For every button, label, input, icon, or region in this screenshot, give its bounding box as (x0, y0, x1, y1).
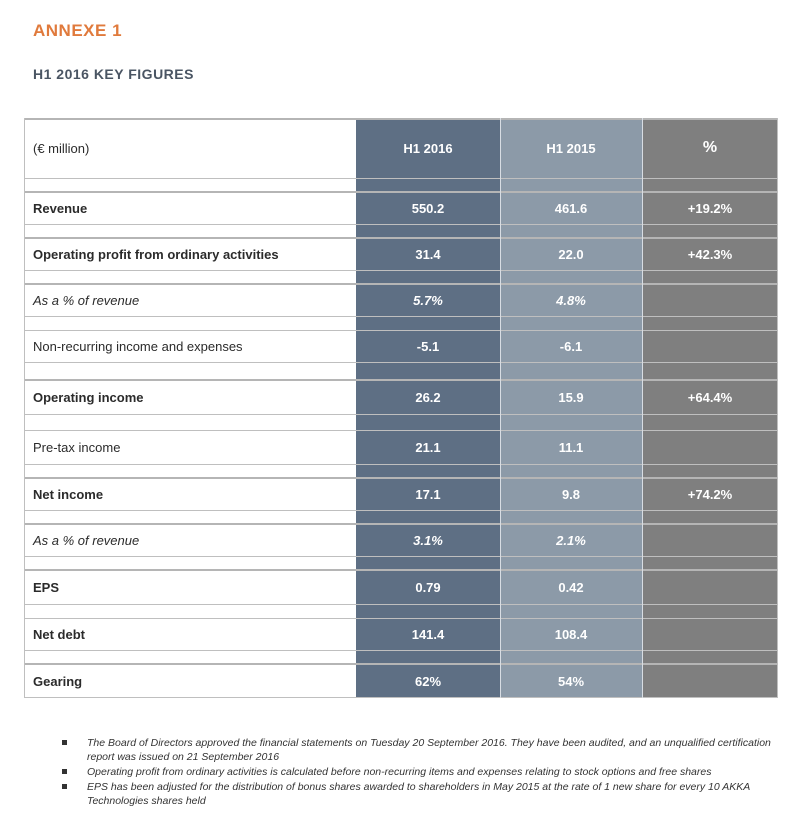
header-unit: (€ million) (33, 140, 90, 156)
cell-percent (642, 284, 778, 316)
row-label: As a % of revenue (33, 292, 140, 308)
table-row (24, 524, 778, 556)
bullet-icon (62, 784, 67, 789)
table-row (24, 478, 778, 510)
cell-h1-2015: 108.4 (500, 618, 642, 650)
table-divider (24, 224, 778, 225)
column-divider (500, 118, 501, 698)
cell-h1-2016: 31.4 (356, 238, 500, 270)
table-divider (24, 650, 778, 651)
cell-h1-2016: 26.2 (356, 380, 500, 414)
footnote-item (62, 780, 782, 808)
annex-title: ANNEXE 1 (33, 21, 123, 40)
table-divider (24, 556, 778, 557)
cell-h1-2016: 0.79 (356, 570, 500, 604)
table-divider (24, 330, 778, 331)
row-label: As a % of revenue (33, 532, 140, 548)
table-border-right (777, 118, 778, 698)
cell-h1-2016: 5.7% (356, 284, 500, 316)
table-border-bottom (24, 697, 778, 698)
table-divider (24, 379, 778, 381)
cell-h1-2015: 22.0 (500, 238, 642, 270)
footnote-text: EPS has been adjusted for the distribution of bonus shares awarded to shareholders in May 2015 at the rate of 1 new share for every 10 AKKA Technologies shares held (87, 781, 750, 807)
cell-h1-2015: 11.1 (500, 430, 642, 464)
cell-h1-2015: 9.8 (500, 478, 642, 510)
footnote-text: Operating profit from ordinary activities is calculated before non-recurring items and expenses relating to stock options and free shares (87, 766, 712, 778)
row-label: Non-recurring income and expenses (33, 338, 243, 354)
cell-h1-2016: 550.2 (356, 192, 500, 224)
table-divider (24, 523, 778, 525)
table-row (24, 618, 778, 650)
row-label: Net income (33, 486, 104, 502)
page-subtitle: H1 2016 KEY FIGURES (33, 66, 194, 82)
table-divider (24, 283, 778, 285)
cell-h1-2015: 461.6 (500, 192, 642, 224)
table-row (24, 664, 778, 698)
header-percent: % (642, 118, 778, 178)
cell-h1-2015: 15.9 (500, 380, 642, 414)
table-divider (24, 316, 778, 317)
row-label: EPS (33, 579, 60, 595)
cell-percent (642, 524, 778, 556)
cell-percent (642, 570, 778, 604)
footnotes (62, 736, 782, 809)
table-row (24, 284, 778, 316)
footnote-item (62, 765, 782, 779)
row-label: Pre-tax income (33, 439, 121, 455)
table-divider (24, 237, 778, 239)
spacer-row (24, 178, 778, 192)
cell-h1-2015: 54% (500, 664, 642, 698)
header-h1-2016: H1 2016 (356, 118, 500, 178)
table-divider (24, 178, 778, 179)
table-row (24, 238, 778, 270)
header-h1-2015: H1 2015 (500, 118, 642, 178)
cell-h1-2015: -6.1 (500, 330, 642, 362)
cell-percent: +42.3% (642, 238, 778, 270)
table-divider (24, 510, 778, 511)
table-divider (24, 362, 778, 363)
cell-percent: +74.2% (642, 478, 778, 510)
footnote-item (62, 736, 782, 764)
row-label: Revenue (33, 200, 88, 216)
table-divider (24, 604, 778, 605)
table-divider (24, 477, 778, 479)
cell-h1-2016: 62% (356, 664, 500, 698)
cell-percent: +64.4% (642, 380, 778, 414)
cell-h1-2016: 3.1% (356, 524, 500, 556)
key-figures-table (24, 118, 778, 698)
row-label: Operating profit from ordinary activities (33, 246, 279, 262)
table-divider (24, 430, 778, 431)
table-divider (24, 414, 778, 415)
table-row (24, 430, 778, 464)
column-divider (642, 118, 643, 698)
cell-h1-2015: 2.1% (500, 524, 642, 556)
cell-percent: +19.2% (642, 192, 778, 224)
table-row (24, 570, 778, 604)
cell-h1-2016: -5.1 (356, 330, 500, 362)
table-divider (24, 464, 778, 465)
bullet-icon (62, 769, 67, 774)
bullet-icon (62, 740, 67, 745)
table-divider (24, 191, 778, 193)
cell-percent (642, 430, 778, 464)
cell-h1-2016: 17.1 (356, 478, 500, 510)
table-border-top (24, 118, 778, 120)
cell-percent (642, 618, 778, 650)
cell-percent (642, 664, 778, 698)
cell-percent (642, 330, 778, 362)
table-row (24, 330, 778, 362)
cell-h1-2015: 4.8% (500, 284, 642, 316)
row-label: Net debt (33, 626, 85, 642)
table-header-row (24, 118, 778, 178)
table-divider (24, 618, 778, 619)
table-divider (24, 569, 778, 571)
cell-h1-2015: 0.42 (500, 570, 642, 604)
table-row (24, 380, 778, 414)
footnote-text: The Board of Directors approved the financial statements on Tuesday 20 September 2016. They have been audited, and an unqualified certification report was issued on 21 September 2016 (87, 737, 771, 763)
row-label: Operating income (33, 389, 144, 405)
table-border-left (24, 118, 25, 698)
cell-h1-2016: 21.1 (356, 430, 500, 464)
cell-h1-2016: 141.4 (356, 618, 500, 650)
row-label: Gearing (33, 673, 83, 689)
table-divider (24, 270, 778, 271)
table-row (24, 192, 778, 224)
table-divider (24, 663, 778, 665)
